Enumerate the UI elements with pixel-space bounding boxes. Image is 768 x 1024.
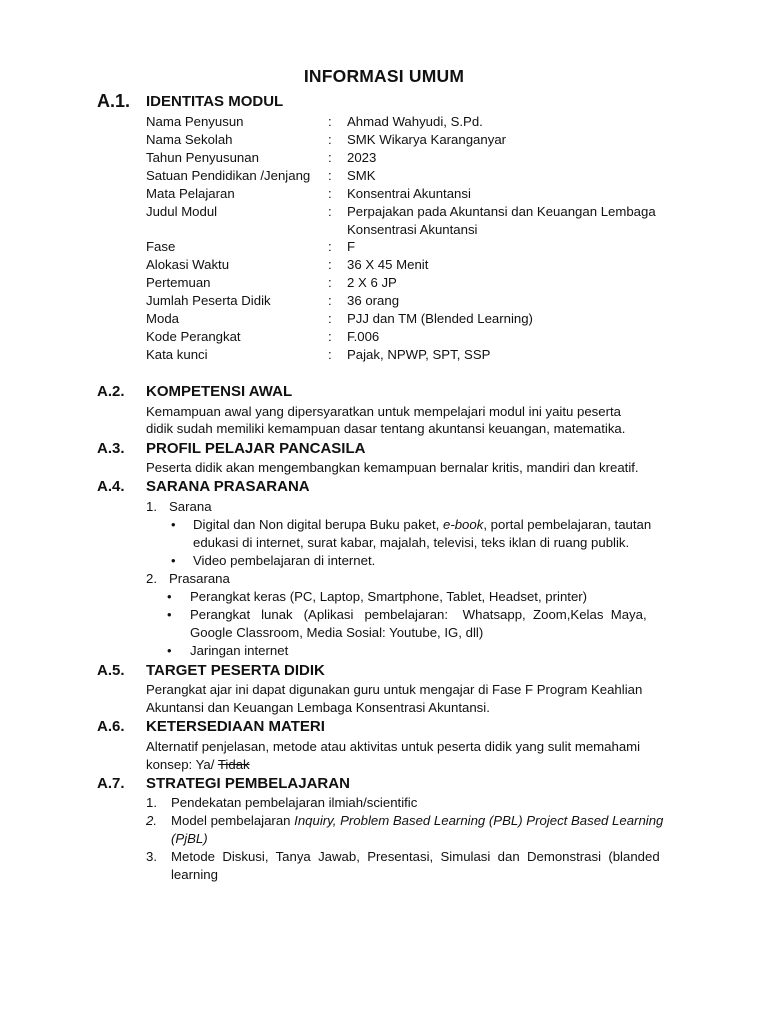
strategy-item: Metode Diskusi, Tanya Jawab, Presentasi, Simulasi dan Demonstrasi (blanded <box>171 849 660 864</box>
identity-colon: : <box>328 311 332 326</box>
bullet-icon: • <box>171 553 176 568</box>
section-heading-a4: SARANA PRASARANA <box>146 478 310 495</box>
paragraph-line: Alternatif penjelasan, metode atau aktivitas untuk peserta didik yang sulit memahami <box>146 739 641 754</box>
bullet-item-digital: Digital dan Non digital berupa Buku paket, e-book, portal pembelajaran, tautan <box>193 517 652 532</box>
identity-value: 2 X 6 JP <box>347 275 397 290</box>
identity-value: F <box>347 239 356 254</box>
identity-value: Perpajakan pada Akuntansi dan Keuangan Lembaga <box>347 204 656 219</box>
strategy-item-continued: (PjBL) <box>171 831 208 846</box>
list-number: 2. <box>146 571 157 586</box>
identity-value: Ahmad Wahyudi, S.Pd. <box>347 114 483 129</box>
section-heading-a1: IDENTITAS MODUL <box>146 93 284 110</box>
identity-label: Moda <box>146 311 179 326</box>
list-number: 1. <box>146 499 157 514</box>
identity-colon: : <box>328 275 332 290</box>
bullet-item-continued: Google Classroom, Media Sosial: Youtube, IG, dll) <box>190 625 484 640</box>
strategy-item: Pendekatan pembelajaran ilmiah/scientific <box>171 795 418 810</box>
section-number-a1: A.1. <box>97 91 131 111</box>
identity-label: Judul Modul <box>146 204 218 219</box>
section-number-a3: A.3. <box>97 440 125 457</box>
identity-value: 36 X 45 Menit <box>347 257 429 272</box>
identity-colon: : <box>328 239 332 254</box>
identity-colon: : <box>328 257 332 272</box>
identity-label: Alokasi Waktu <box>146 257 230 272</box>
identity-label: Satuan Pendidikan /Jenjang <box>146 168 311 183</box>
identity-value: SMK <box>347 168 376 183</box>
strategy-item: Model pembelajaran Inquiry, Problem Based Learning (PBL) Project Based Learning <box>171 813 664 828</box>
struck-option: Tidak <box>217 757 250 772</box>
section-heading-a6: KETERSEDIAAN MATERI <box>146 718 325 735</box>
list-item-sarana: Sarana <box>169 499 212 514</box>
identity-label: Jumlah Peserta Didik <box>146 293 271 308</box>
bullet-icon: • <box>167 607 172 622</box>
identity-label: Mata Pelajaran <box>146 186 235 201</box>
list-number: 2. <box>146 813 157 828</box>
identity-value: Konsentrai Akuntansi <box>347 186 471 201</box>
bullet-icon: • <box>171 517 176 532</box>
identity-value: F.006 <box>347 329 380 344</box>
section-number-a4: A.4. <box>97 478 125 495</box>
identity-colon: : <box>328 168 332 183</box>
paragraph-line: didik sudah memiliki kemampuan dasar tentang akuntansi keuangan, matematika. <box>146 421 626 436</box>
bullet-icon: • <box>167 643 172 658</box>
identity-value: Pajak, NPWP, SPT, SSP <box>347 347 491 362</box>
section-heading-a3: PROFIL PELAJAR PANCASILA <box>146 440 366 457</box>
identity-colon: : <box>328 293 332 308</box>
identity-colon: : <box>328 329 332 344</box>
identity-label: Kode Perangkat <box>146 329 241 344</box>
section-number-a6: A.6. <box>97 718 125 735</box>
section-number-a2: A.2. <box>97 383 125 400</box>
list-number: 3. <box>146 849 157 864</box>
identity-label: Fase <box>146 239 176 254</box>
bullet-icon: • <box>167 589 172 604</box>
identity-label: Pertemuan <box>146 275 211 290</box>
bullet-item-video: Video pembelajaran di internet. <box>193 553 376 568</box>
identity-colon: : <box>328 204 332 219</box>
section-heading-a7: STRATEGI PEMBELAJARAN <box>146 775 350 792</box>
identity-colon: : <box>328 114 332 129</box>
identity-colon: : <box>328 132 332 147</box>
identity-value: 36 orang <box>347 293 400 308</box>
bullet-item-network: Jaringan internet <box>190 643 289 658</box>
strategy-item-continued: learning <box>171 867 218 882</box>
list-number: 1. <box>146 795 157 810</box>
identity-colon: : <box>328 347 332 362</box>
identity-colon: : <box>328 150 332 165</box>
paragraph-line: konsep: Ya/ Tidak <box>146 757 250 772</box>
identity-label: Kata kunci <box>146 347 208 362</box>
section-heading-a5: TARGET PESERTA DIDIK <box>146 662 325 679</box>
paragraph-line: Perangkat ajar ini dapat digunakan guru untuk mengajar di Fase F Program Keahlian <box>146 682 643 697</box>
bullet-item-continued: edukasi di internet, surat kabar, majalah, televisi, teks iklan di ruang publik. <box>193 535 630 550</box>
identity-label: Tahun Penyusunan <box>146 150 259 165</box>
paragraph-line: Peserta didik akan mengembangkan kemampuan bernalar kritis, mandiri dan kreatif. <box>146 460 639 475</box>
identity-label: Nama Sekolah <box>146 132 233 147</box>
identity-value: PJJ dan TM (Blended Learning) <box>347 311 533 326</box>
list-item-prasarana: Prasarana <box>169 571 230 586</box>
section-number-a5: A.5. <box>97 662 125 679</box>
identity-value: 2023 <box>347 150 377 165</box>
bullet-item-software: Perangkat lunak (Aplikasi pembelajaran: Whatsapp, Zoom,Kelas Maya, <box>190 607 647 622</box>
identity-value: SMK Wikarya Karanganyar <box>347 132 507 147</box>
section-number-a7: A.7. <box>97 775 125 792</box>
paragraph-line: Akuntansi dan Keuangan Lembaga Konsentrasi Akuntansi. <box>146 700 490 715</box>
bullet-item-hardware: Perangkat keras (PC, Laptop, Smartphone, Tablet, Headset, printer) <box>190 589 588 604</box>
identity-label: Nama Penyusun <box>146 114 244 129</box>
document-title: INFORMASI UMUM <box>303 66 465 86</box>
section-heading-a2: KOMPETENSI AWAL <box>146 383 293 400</box>
paragraph-line: Kemampuan awal yang dipersyaratkan untuk mempelajari modul ini yaitu peserta <box>146 404 622 419</box>
identity-value-continued: Konsentrasi Akuntansi <box>347 222 478 237</box>
identity-colon: : <box>328 186 332 201</box>
